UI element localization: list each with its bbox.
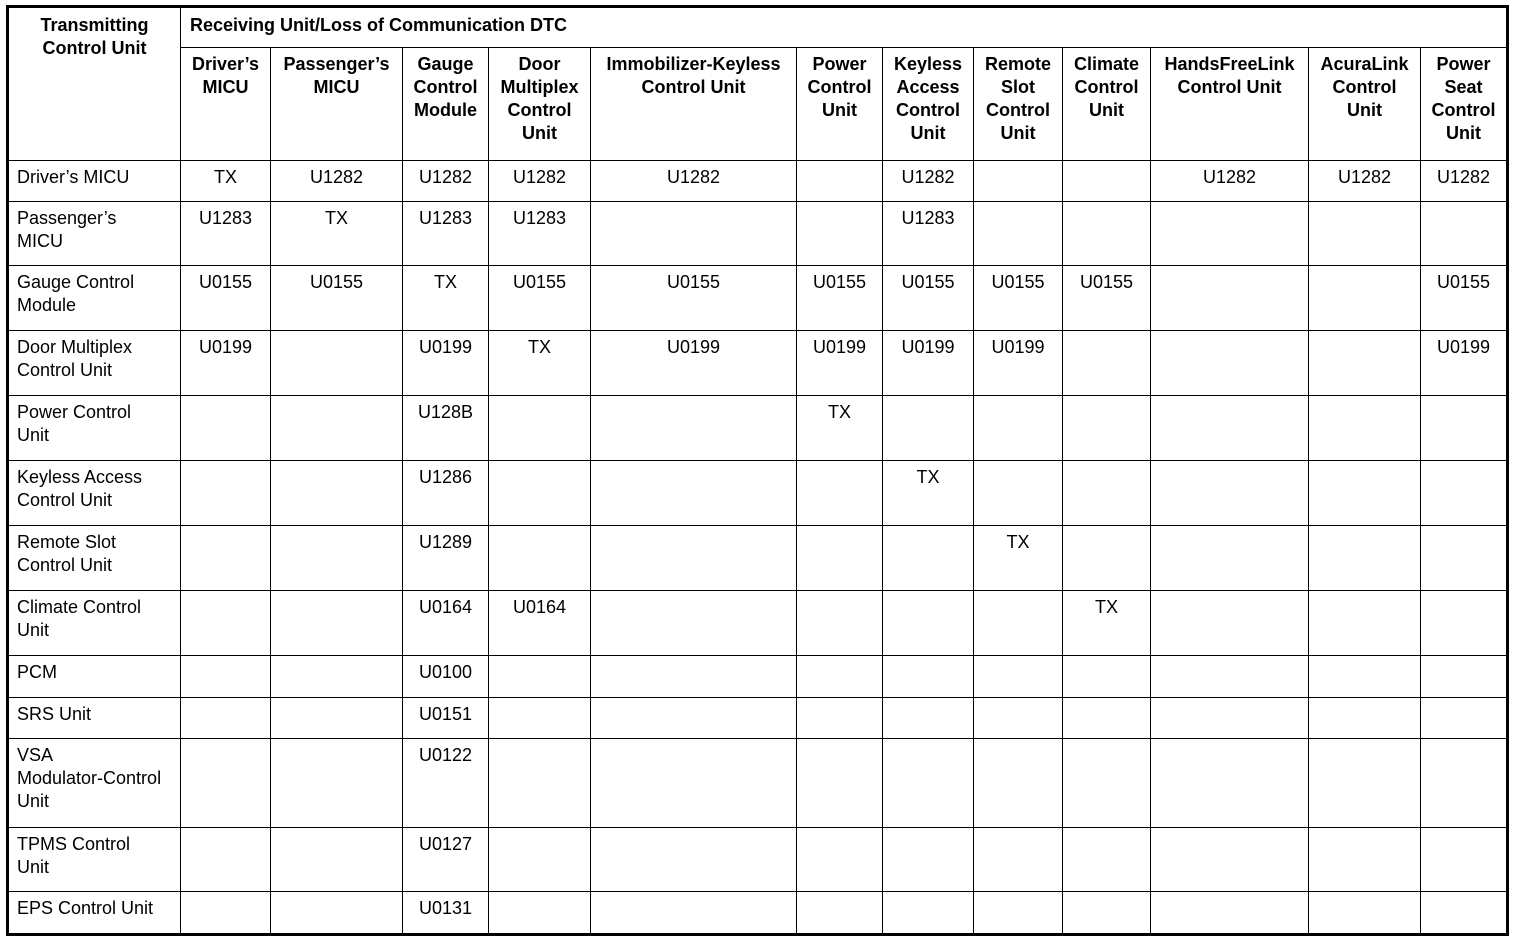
dtc-code-cell: U0155 (271, 266, 403, 331)
empty-cell (591, 892, 797, 935)
table-row (8, 698, 1508, 739)
empty-cell (271, 739, 403, 828)
tx-cell: TX (271, 202, 403, 266)
column-header: Remote Slot Control Unit (974, 48, 1063, 161)
dtc-code-cell: U0151 (403, 698, 489, 739)
empty-cell (797, 461, 883, 526)
empty-cell (1309, 202, 1421, 266)
empty-cell (1151, 892, 1309, 935)
column-header: Power Seat Control Unit (1421, 48, 1508, 161)
column-header: Passenger’s MICU (271, 48, 403, 161)
empty-cell (489, 828, 591, 892)
empty-cell (1421, 656, 1508, 698)
transmitter-label: Door Multiplex Control Unit (8, 331, 181, 396)
dtc-code-cell: U1282 (883, 161, 974, 202)
empty-cell (883, 591, 974, 656)
empty-cell (797, 591, 883, 656)
transmitter-label: Gauge Control Module (8, 266, 181, 331)
empty-cell (797, 202, 883, 266)
empty-cell (974, 739, 1063, 828)
dtc-code-cell: U0199 (883, 331, 974, 396)
dtc-code-cell: U0199 (1421, 331, 1508, 396)
empty-cell (271, 828, 403, 892)
empty-cell (271, 331, 403, 396)
empty-cell (1309, 828, 1421, 892)
empty-cell (271, 892, 403, 935)
column-header: Immobilizer-Keyless Control Unit (591, 48, 797, 161)
column-header: Climate Control Unit (1063, 48, 1151, 161)
empty-cell (974, 461, 1063, 526)
empty-cell (1151, 202, 1309, 266)
dtc-code-cell: U128B (403, 396, 489, 461)
transmitter-label: Driver’s MICU (8, 161, 181, 202)
empty-cell (1151, 266, 1309, 331)
empty-cell (1309, 656, 1421, 698)
empty-cell (489, 739, 591, 828)
empty-cell (797, 698, 883, 739)
empty-cell (974, 591, 1063, 656)
empty-cell (797, 828, 883, 892)
tx-cell: TX (883, 461, 974, 526)
empty-cell (489, 656, 591, 698)
table-row (8, 161, 1508, 202)
table-row (8, 892, 1508, 935)
empty-cell (974, 892, 1063, 935)
table-row (8, 331, 1508, 396)
empty-cell (974, 396, 1063, 461)
table-row (8, 266, 1508, 331)
empty-cell (1309, 461, 1421, 526)
dtc-code-cell: U1283 (181, 202, 271, 266)
empty-cell (1309, 892, 1421, 935)
dtc-table (6, 5, 1509, 936)
empty-cell (181, 656, 271, 698)
receiving-unit-header: Receiving Unit/Loss of Communication DTC (181, 7, 1508, 48)
empty-cell (883, 739, 974, 828)
dtc-code-cell: U0199 (403, 331, 489, 396)
empty-cell (1421, 698, 1508, 739)
transmitter-label: Remote Slot Control Unit (8, 526, 181, 591)
empty-cell (1151, 396, 1309, 461)
empty-cell (271, 461, 403, 526)
column-header: Door Multiplex Control Unit (489, 48, 591, 161)
tx-cell: TX (403, 266, 489, 331)
empty-cell (591, 656, 797, 698)
empty-cell (883, 396, 974, 461)
table-row (8, 461, 1508, 526)
column-header: HandsFreeLink Control Unit (1151, 48, 1309, 161)
dtc-code-cell: U1289 (403, 526, 489, 591)
empty-cell (797, 656, 883, 698)
dtc-code-cell: U0155 (591, 266, 797, 331)
table-row (8, 739, 1508, 828)
empty-cell (883, 656, 974, 698)
column-header: Keyless Access Control Unit (883, 48, 974, 161)
empty-cell (1151, 461, 1309, 526)
empty-cell (1309, 526, 1421, 591)
dtc-code-cell: U1282 (1151, 161, 1309, 202)
empty-cell (591, 698, 797, 739)
empty-cell (1309, 739, 1421, 828)
transmitter-label: Power Control Unit (8, 396, 181, 461)
empty-cell (1421, 396, 1508, 461)
table-row (8, 828, 1508, 892)
empty-cell (1151, 739, 1309, 828)
empty-cell (797, 739, 883, 828)
empty-cell (1063, 461, 1151, 526)
empty-cell (1309, 591, 1421, 656)
dtc-code-cell: U1283 (489, 202, 591, 266)
empty-cell (1309, 698, 1421, 739)
empty-cell (591, 739, 797, 828)
dtc-code-cell: U0164 (403, 591, 489, 656)
empty-cell (591, 202, 797, 266)
empty-cell (489, 698, 591, 739)
dtc-code-cell: U1282 (271, 161, 403, 202)
empty-cell (1151, 698, 1309, 739)
transmitter-label: EPS Control Unit (8, 892, 181, 935)
corner-header: Transmitting Control Unit (8, 7, 181, 161)
transmitter-label: SRS Unit (8, 698, 181, 739)
empty-cell (181, 526, 271, 591)
empty-cell (883, 892, 974, 935)
empty-cell (1063, 739, 1151, 828)
dtc-code-cell: U1282 (1421, 161, 1508, 202)
column-header: Power Control Unit (797, 48, 883, 161)
dtc-code-cell: U1282 (1309, 161, 1421, 202)
empty-cell (974, 656, 1063, 698)
empty-cell (591, 828, 797, 892)
column-header: AcuraLink Control Unit (1309, 48, 1421, 161)
empty-cell (271, 396, 403, 461)
empty-cell (1063, 892, 1151, 935)
dtc-code-cell: U1283 (883, 202, 974, 266)
transmitter-label: Passenger’s MICU (8, 202, 181, 266)
dtc-code-cell: U0155 (797, 266, 883, 331)
empty-cell (489, 461, 591, 526)
tx-cell: TX (489, 331, 591, 396)
dtc-code-cell: U1282 (489, 161, 591, 202)
dtc-code-cell: U0155 (974, 266, 1063, 331)
dtc-code-cell: U0122 (403, 739, 489, 828)
empty-cell (1421, 461, 1508, 526)
empty-cell (974, 698, 1063, 739)
dtc-code-cell: U0199 (797, 331, 883, 396)
empty-cell (1151, 591, 1309, 656)
empty-cell (1063, 828, 1151, 892)
empty-cell (1421, 828, 1508, 892)
empty-cell (489, 526, 591, 591)
empty-cell (1309, 331, 1421, 396)
empty-cell (181, 591, 271, 656)
dtc-code-cell: U0155 (489, 266, 591, 331)
empty-cell (489, 396, 591, 461)
dtc-code-cell: U1282 (591, 161, 797, 202)
empty-cell (181, 828, 271, 892)
empty-cell (797, 161, 883, 202)
dtc-code-cell: U1282 (403, 161, 489, 202)
empty-cell (1421, 739, 1508, 828)
empty-cell (883, 698, 974, 739)
empty-cell (181, 698, 271, 739)
table-row (8, 396, 1508, 461)
table-row (8, 202, 1508, 266)
empty-cell (1309, 266, 1421, 331)
tx-cell: TX (181, 161, 271, 202)
empty-cell (797, 526, 883, 591)
dtc-code-cell: U1286 (403, 461, 489, 526)
empty-cell (271, 698, 403, 739)
empty-cell (797, 892, 883, 935)
dtc-code-cell: U1283 (403, 202, 489, 266)
empty-cell (1151, 656, 1309, 698)
dtc-code-cell: U0155 (1063, 266, 1151, 331)
empty-cell (1063, 161, 1151, 202)
empty-cell (883, 828, 974, 892)
empty-cell (489, 892, 591, 935)
empty-cell (974, 202, 1063, 266)
empty-cell (271, 656, 403, 698)
empty-cell (1063, 331, 1151, 396)
column-header: Driver’s MICU (181, 48, 271, 161)
dtc-code-cell: U0199 (181, 331, 271, 396)
empty-cell (181, 461, 271, 526)
empty-cell (1151, 526, 1309, 591)
dtc-code-cell: U0155 (1421, 266, 1508, 331)
tx-cell: TX (974, 526, 1063, 591)
dtc-code-cell: U0164 (489, 591, 591, 656)
empty-cell (591, 526, 797, 591)
empty-cell (1421, 591, 1508, 656)
empty-cell (181, 396, 271, 461)
empty-cell (1309, 396, 1421, 461)
dtc-code-cell: U0131 (403, 892, 489, 935)
empty-cell (1421, 526, 1508, 591)
table-row (8, 591, 1508, 656)
empty-cell (1151, 828, 1309, 892)
table-row (8, 656, 1508, 698)
tx-cell: TX (1063, 591, 1151, 656)
empty-cell (1063, 656, 1151, 698)
empty-cell (1063, 526, 1151, 591)
empty-cell (591, 591, 797, 656)
dtc-code-cell: U0199 (591, 331, 797, 396)
dtc-code-cell: U0155 (181, 266, 271, 331)
dtc-code-cell: U0155 (883, 266, 974, 331)
empty-cell (181, 739, 271, 828)
empty-cell (591, 461, 797, 526)
dtc-code-cell: U0199 (974, 331, 1063, 396)
empty-cell (1063, 396, 1151, 461)
dtc-code-cell: U0100 (403, 656, 489, 698)
transmitter-label: PCM (8, 656, 181, 698)
tx-cell: TX (797, 396, 883, 461)
dtc-code-cell: U0127 (403, 828, 489, 892)
empty-cell (271, 526, 403, 591)
empty-cell (1421, 892, 1508, 935)
transmitter-label: VSA Modulator-Control Unit (8, 739, 181, 828)
empty-cell (1151, 331, 1309, 396)
empty-cell (974, 161, 1063, 202)
empty-cell (1063, 202, 1151, 266)
empty-cell (271, 591, 403, 656)
empty-cell (181, 892, 271, 935)
table-row (8, 526, 1508, 591)
transmitter-label: Climate Control Unit (8, 591, 181, 656)
empty-cell (974, 828, 1063, 892)
empty-cell (1063, 698, 1151, 739)
column-header: Gauge Control Module (403, 48, 489, 161)
transmitter-label: TPMS Control Unit (8, 828, 181, 892)
transmitter-label: Keyless Access Control Unit (8, 461, 181, 526)
empty-cell (591, 396, 797, 461)
empty-cell (883, 526, 974, 591)
empty-cell (1421, 202, 1508, 266)
